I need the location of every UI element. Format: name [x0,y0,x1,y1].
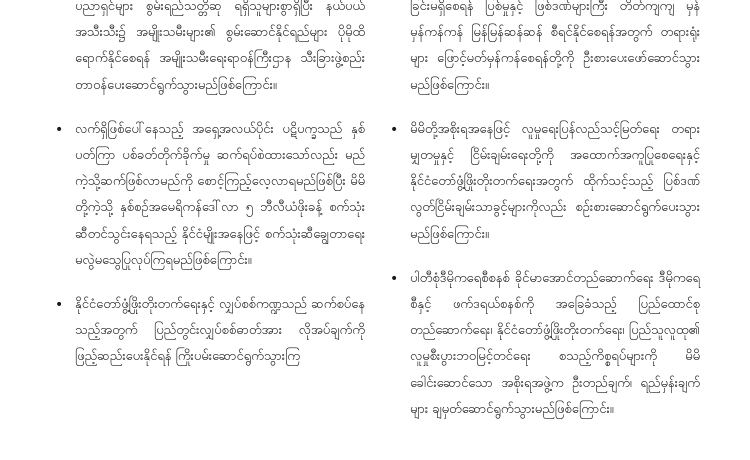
bullet-paragraph-middle-east: • လက်ရှိဖြစ်ပေါ်နေသည့် အရှေ့အလယ်ပိုင်း ပဋိပက္ခသည် နှစ်ပတ်ကြာ ပစ်ခတ်တိုက်ခိုက်မှု ဆက်ရပ်စဲထားသော်လည်း မည်ကဲ့သို့ဆက်ဖြစ်လာမည်ကို စောင့်ကြည့်လေ့လာရမည်ဖြစ်ပြီး မိမိတို့ကဲ့သို့ နှစ်စဉ်အမေရိကန်ဒေါ်လာ ၅ ဘီလီယံဖိုးခန့် စက်သုံးဆီတင်သွင်းနေရသည့် နိုင်ငံမျိုးအနေဖြင့် စက်သုံးဆီချွေတာရေး မလွဲမသွေပြုလုပ်ကြရမည်ဖြစ်ကြောင်း။ [75,117,365,274]
bullet-paragraph-amnesty: • မိမိတို့အစိုးရအနေဖြင့် လူမှုရေးပြန်လည်သင့်မြတ်ရေး တရားမျှတမှုနှင့် ငြိမ်းချမ်းရေးတို့ကို အထောက်အကူပြုစေရေးနှင့် နိုင်ငံတော်ဖွံ့ဖြိုးတိုးတက်ရေးအတွက် ထိုက်သင့်သည့် ပြစ်ဒဏ်လွတ်ငြိမ်းချမ်းသာခွင့်များကိုလည်း စဉ်းစားဆောင်ရွက်ပေးသွားမည်ဖြစ်ကြောင်း။ [410,117,700,248]
paragraph-continued: ပညာရှင်များ စွမ်းရည်သတ္တိဆု ရရှိသူများစွာရှိပြီး နယ်ပယ်အသီးသီး၌ အမျိုးသမီးများ၏ စွမ်းဆောင်နိုင်ရည်များ ပိုမိုထိရောက်နိုင်စေရန် အမျိုးသမီးရေးရာဝန်ကြီးဌာန သီးခြားဖွဲ့စည်း တာဝန်ပေးဆောင်ရွက်သွားမည်ဖြစ်ကြောင်း။ [75,0,365,93]
paragraph-continued-courts: ခြင်းမရှိစေရန် ပြစ်မှုနှင့် ဖြစ်ဒဏ်များကြီး တိတ်ကျကျ မှန်မှန်ကန်ကန် မြန်မြန်ဆန်ဆန် စီရင်နိုင်စေရန်အတွက် တရားရုံးများ ဖြောင့်မတ်မှန်ကန်စေရန်တို့ကို ဦးစားပေးဖော်ဆောင်သွားမည်ဖြစ်ကြောင်း။ [410,0,700,93]
bullet-paragraph-electricity: • နိုင်ငံတော်ဖွံ့ဖြိုးတိုးတက်ရေးနှင့် လျှပ်စစ်ကဏ္ဍသည် ဆက်စပ်နေသည့်အတွက် ပြည်တွင်းလျှပ်စစ်ဓာတ်အား လိုအပ်ချက်ကို ဖြည့်ဆည်းပေးနိုင်ရန် ကြိုးပမ်းဆောင်ရွက်သွားကြ [75,292,365,371]
right-column [410,0,700,441]
left-column [75,0,365,389]
bullet-paragraph-democracy: • ပါတီစုံဒီမိုကရေစီစနစ် ခိုင်မာအောင်တည်ဆောက်ရေး ဒီမိုကရေစီနှင့် ဖက်ဒရယ်စနစ်ကို အခြေခံသည့် ပြည်ထောင်စုတည်ဆောက်ရေး၊ နိုင်ငံတော်ဖွံ့ဖြိုးတိုးတက်ရေး၊ ပြည်သူလူထု၏ လူမှုစီးပွားဘဝမြင့်တင်ရေး စသည့်ကိစ္စရပ်များကို မိမိခေါင်းဆောင်သော အစိုးရအဖွဲ့က ဦးတည်ချက်၊ ရည်မှန်းချက်များ ချမှတ်ဆောင်ရွက်သွားမည်ဖြစ်ကြောင်း။ [410,266,700,423]
